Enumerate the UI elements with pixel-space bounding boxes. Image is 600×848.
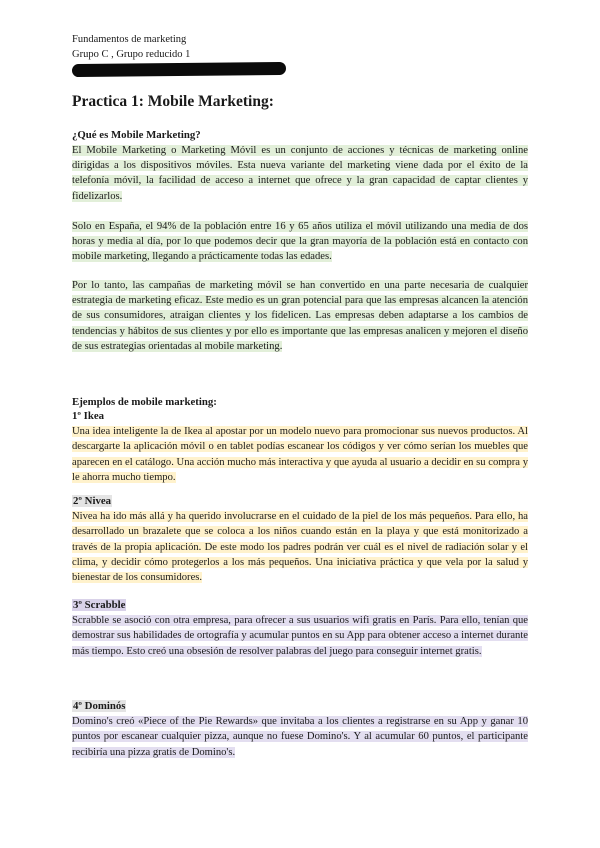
course-name: Fundamentos de marketing bbox=[72, 34, 187, 45]
document-header bbox=[72, 33, 286, 76]
intro-paragraph-2: Solo en España, el 94% de la población entre 16 y 65 años utiliza el móvil utilizando una media de dos horas y media al día, por lo que podemos decir que la gran mayoría de la población está en contacto con mobile marketing, llegando a prácticamente todas las edades. bbox=[72, 221, 528, 263]
group-name: Grupo C , Grupo reducido 1 bbox=[72, 48, 191, 60]
example-title: 1º Ikea bbox=[72, 410, 105, 422]
example-scrabble bbox=[72, 598, 528, 659]
example-text: Una idea inteligente la de Ikea al apostar por un modelo nuevo para promocionar sus nuevos productos. Al descargarte la aplicación móvil o en tablet podías escanear los códigos y ver cómo serían los muebles que aparecen en el catálogo. Una acción mucho más interactiva y que ayuda al usuario a decidir en su compra y le ahorra mucho tiempo. bbox=[72, 426, 528, 483]
example-title: 4º Dominós bbox=[73, 700, 126, 712]
example-dominos bbox=[72, 699, 528, 760]
intro-heading: ¿Qué es Mobile Marketing? bbox=[72, 129, 201, 141]
intro-paragraph-3: Por lo tanto, las campañas de marketing móvil se han convertido en una parte necesaria de cualquier estrategia de marketing eficaz. Este medio es un gran potencial para que las empresas alcancen la atención de sus consumidores, atraigan clientes y los fidelicen. Las empresas deben adaptarse a los cambios de tendencias y hábitos de sus clientes y por ello es importante que las empresas analicen y mejoren el diseño de sus estrategias orientadas al mobile marketing. bbox=[72, 280, 528, 352]
example-nivea bbox=[72, 494, 528, 585]
example-text: Nivea ha ido más allá y ha querido involucrarse en el cuidado de la piel de los más pequeños. Para ello, ha desarrollado un brazalete que se coloca a los niños cuando están en la playa y que está monitorizado a través de la propia aplicación. De este modo los padres podrán ver cuál es el nivel de radiación solar y el clima, y decidir cómo protegerlos a los más pequeños. Una iniciativa práctica y que vela por la salud y bienestar de los consumidores. bbox=[72, 511, 528, 584]
examples-heading: Ejemplos de mobile marketing: bbox=[72, 396, 217, 408]
example-ikea bbox=[72, 409, 528, 485]
page-title: Practica 1: Mobile Marketing: bbox=[72, 93, 274, 110]
example-title: 3º Scrabble bbox=[73, 599, 126, 611]
example-title: 2º Nivea bbox=[73, 495, 112, 507]
intro-paragraph-1: El Mobile Marketing o Marketing Móvil es un conjunto de acciones y técnicas de marketing online dirigidas a los dispositivos móviles. Esta nueva variante del marketing viene dada por el éxito de la telefonía móvil, la facilidad de acceso a internet que ofrece y la gran capacidad de captar clientes y fidelizarlos. bbox=[72, 145, 528, 202]
redacted-student-name bbox=[72, 62, 286, 77]
example-text: Scrabble se asoció con otra empresa, para ofrecer a sus usuarios wifi gratis en París. Para ello, tenían que demostrar sus habilidades de ortografía y acumular puntos en su App para obtener acceso a internet durante más tiempo. Esto creó una obsesión de resolver palabras del juego para conseguir internet gratis. bbox=[72, 615, 528, 657]
example-text: Domino's creó «Piece of the Pie Rewards» que invitaba a los clientes a registrarse en su App y ganar 10 puntos por escanear cualquier pizza, aunque no fuese Domino's. Y al acumular 60 puntos, el participante recibiría una pizza gratis de Domino's. bbox=[72, 716, 528, 758]
